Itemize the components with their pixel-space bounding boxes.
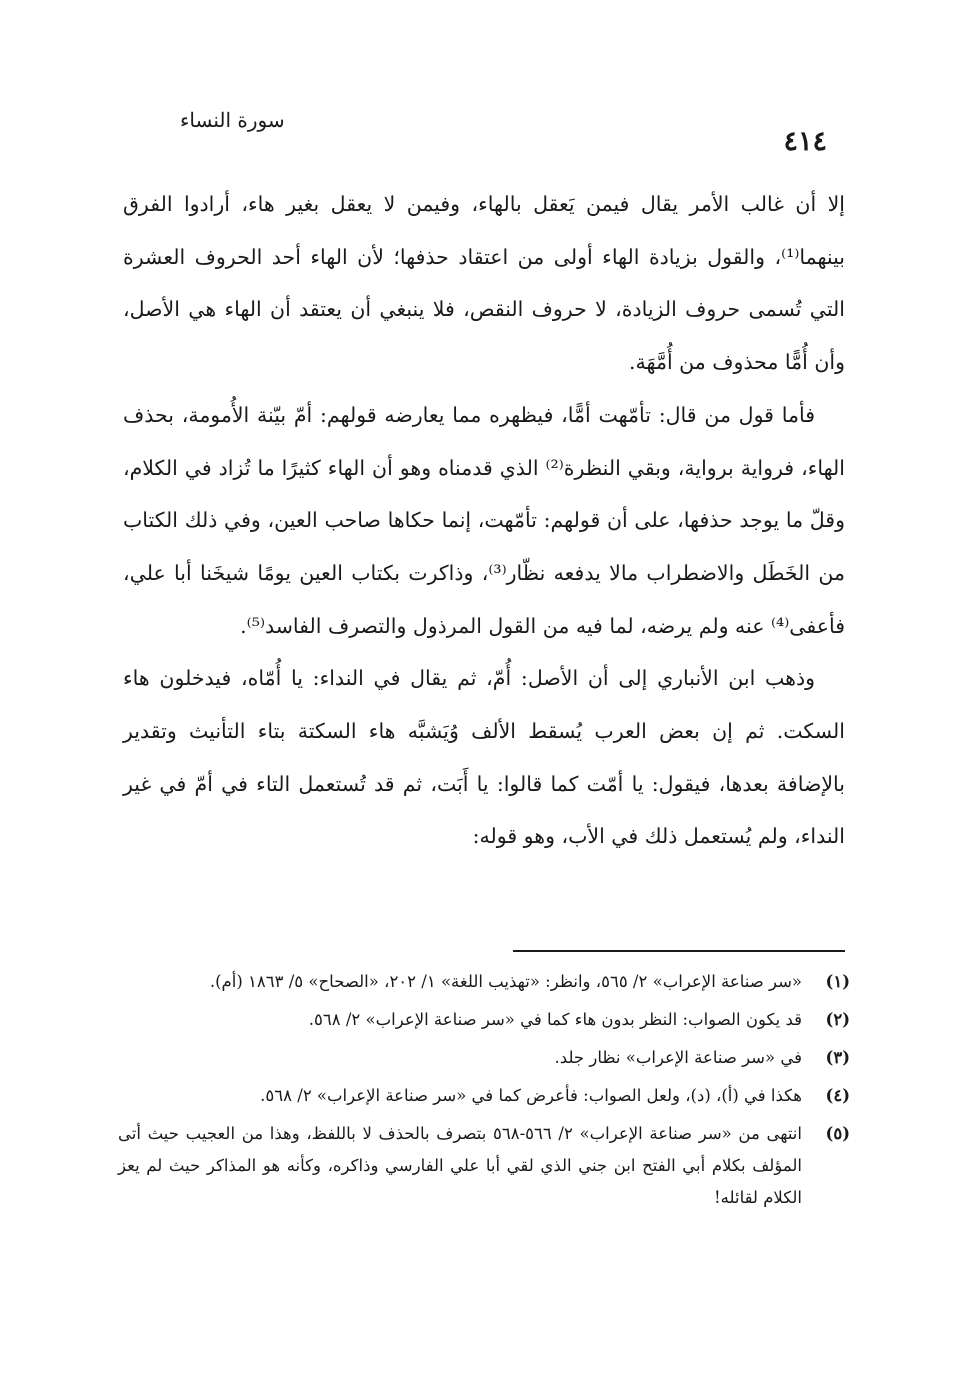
page-number: ٤١٤: [783, 126, 827, 157]
footnote-3: [118, 1042, 850, 1074]
paragraph-1: إلا أن غالب الأمر يقال فيمن يَعقل بالهاء، وفيمن لا يعقل بغير هاء، أرادوا الفرق بينهما⁽¹⁾، والقول بزيادة الهاء أولى من اعتقاد حذفها؛ لأن الهاء أحد الحروف العشرة التي تُسمى حروف الزيادة، لا حروف النقص، فلا ينبغي أن يعتقد أن الهاء هي الأصل، وأن أُمًّا محذوف من أُمَّهَة.: [123, 192, 845, 375]
footnote-4: [118, 1080, 850, 1112]
main-text-body: [123, 178, 845, 863]
footnote-text: في «سر صناعة الإعراب» نظار جلد.: [554, 1048, 802, 1067]
footnote-5: [118, 1118, 850, 1214]
running-header-surah-title: سورة النساء: [180, 108, 285, 132]
footnote-number: (٢): [825, 1010, 850, 1029]
footnote-1: [118, 966, 850, 998]
paragraph-2: فأما قول من قال: تأمّهت أمًّا، فيظهره مما يعارضه قولهم: أمّ بيّنة الأُمومة، بحذف الهاء، فرواية برواية، وبقي النظرة⁽²⁾ الذي قدمناه وهو أن الهاء كثيرًا ما تُزاد في الكلام، وقلّ ما يوجد حذفها، على أن قولهم: تأمّهت، إنما حكاها صاحب العين، وفي ذلك الكتاب من الخَطَل والاضطراب مالا يدفعه نظّار⁽³⁾، وذاكرت بكتاب العين يومًا شيخَنا أبا علي، فأعفى⁽⁴⁾ عنه ولم يرضه، لما فيه من القول المرذول والتصرف الفاسد⁽⁵⁾.: [123, 402, 845, 638]
footnote-number: (٤): [825, 1086, 850, 1105]
paragraph-3: وذهب ابن الأنباري إلى أن الأصل: أُمّ، ثم يقال في النداء: يا أُمّاه، فيدخلون هاء السكت. ثم إن بعض العرب يُسقط الألف وُيَشبَّه هاء السكتة بتاء التأنيث وتقدير بالإضافة بعدها، فيقول: يا أمّت كما قالوا: يا أَبَت، ثم قد تُستعمل التاء في أمّ في غير النداء، ولم يُستعمل ذلك في الأب، وهو قوله:: [123, 666, 845, 849]
footnote-text: هكذا في (أ)، (د)، ولعل الصواب: فأعرض كما في «سر صناعة الإعراب» ٢/ ٥٦٨.: [260, 1086, 802, 1105]
footnote-separator-rule: [513, 950, 845, 952]
footnote-text: «سر صناعة الإعراب» ٢/ ٥٦٥، وانظر: «تهذيب اللغة» ١/ ٢٠٢، «الصحاح» ٥/ ١٨٦٣ (أم).: [209, 972, 802, 991]
footnote-number: (٥): [825, 1124, 850, 1143]
footnote-2: [118, 1004, 850, 1036]
footnote-number: (١): [825, 972, 850, 991]
footnote-number: (٣): [825, 1048, 850, 1067]
footnote-text: قد يكون الصواب: النظر بدون هاء كما في «سر صناعة الإعراب» ٢/ ٥٦٨.: [308, 1010, 802, 1029]
footnote-text: انتهى من «سر صناعة الإعراب» ٢/ ٥٦٦-٥٦٨ بتصرف بالحذف لا باللفظ، وهذا من العجيب حيث أتى المؤلف بكلام أبي الفتح ابن جني الذي لقي أبا علي الفارسي وذاكره، وكأنه هو المذاكر حيث لم يعز الكلام لقائله!: [118, 1124, 802, 1207]
footnotes-section: [118, 966, 850, 1220]
